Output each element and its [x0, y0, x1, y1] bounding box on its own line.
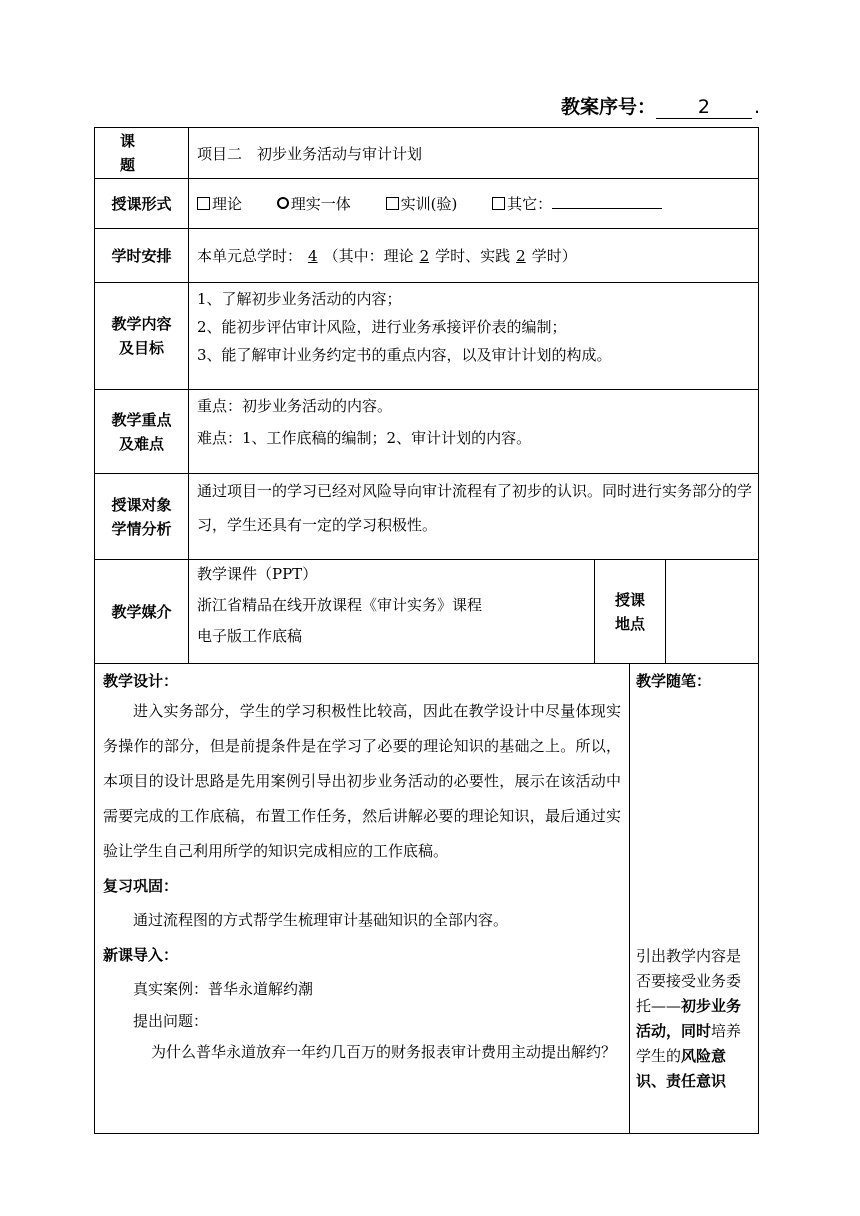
checkbox-theory[interactable]: [197, 197, 210, 210]
media-label: 教学媒介: [95, 560, 189, 664]
keypoints-label: 教学重点 及难点: [95, 390, 189, 474]
hours-post: 学时）: [531, 247, 577, 265]
content-items: [189, 283, 759, 390]
checkbox-other[interactable]: [492, 197, 505, 210]
hours-mid2: 学时、实践: [435, 247, 511, 265]
analysis-row: [95, 474, 759, 560]
checkbox-training[interactable]: [386, 197, 399, 210]
content-row: [95, 283, 759, 390]
hours-total: 4: [308, 247, 318, 265]
place-label: 授课 地点: [595, 560, 666, 664]
keypoint-item: 难点：1、工作底稿的编制；2、审计计划的内容。: [197, 429, 532, 447]
media-item: 浙江省精品在线开放课程《审计实务》课程: [197, 596, 483, 614]
media-row: [95, 560, 759, 664]
review-text: 通过流程图的方式帮学生梳理审计基础知识的全部内容。: [133, 911, 509, 929]
form-options: [189, 179, 759, 229]
notes-bold-1: 初步业务活动，: [636, 997, 742, 1040]
lesson-plan-table: [94, 127, 759, 1134]
notes-text-2: 培养学生的: [636, 1022, 742, 1065]
review-title: 复习巩固：: [103, 877, 179, 895]
hours-practice: 2: [516, 247, 526, 265]
form-row: [95, 179, 759, 229]
topic-label: 课 题: [95, 128, 189, 179]
hours-pre: 本单元总学时：: [197, 247, 303, 265]
content-item: 3、能了解审计业务约定书的重点内容，以及审计计划的构成。: [197, 346, 612, 364]
hours-row: [95, 229, 759, 283]
analysis-label: 授课对象 学情分析: [95, 474, 189, 560]
notes-bold-3: 风险意识、责任意识: [636, 1047, 727, 1090]
new-lesson-title: 新课导入：: [103, 946, 179, 964]
place-value: [666, 560, 759, 664]
lesson-number-header: [561, 92, 760, 119]
hours-label: 学时安排: [95, 229, 189, 283]
hours-value: [189, 229, 759, 283]
other-blank-line[interactable]: [552, 194, 662, 209]
hours-theory: 2: [419, 247, 430, 265]
design-title: 教学设计：: [103, 672, 179, 690]
keypoints-items: [189, 390, 759, 474]
header-trail: .: [753, 96, 760, 118]
notes-body: [636, 944, 752, 1094]
keypoint-item: 重点：初步业务活动的内容。: [197, 397, 393, 415]
topic-row: [95, 128, 759, 179]
media-item: 教学课件（PPT）: [197, 565, 318, 583]
keypoints-row: [95, 390, 759, 474]
form-label: 授课形式: [95, 179, 189, 229]
notes-title: 教学随笔：: [636, 672, 712, 690]
question-title: 提出问题：: [133, 1012, 209, 1030]
radio-selected-icon[interactable]: [277, 197, 289, 209]
notes-bold-2: 同时: [681, 1022, 712, 1040]
content-label: 教学内容 及目标: [95, 283, 189, 390]
question-text: 为什么普华永道放弃一年约几百万的财务报表审计费用主动提出解约？: [151, 1043, 617, 1061]
lesson-number-value: 2: [656, 96, 752, 119]
case-text: 真实案例：普华永道解约潮: [133, 980, 314, 998]
option-training: 实训(验): [400, 195, 458, 213]
notes-text-1: 引出教学内容是否要接受业务委托——: [636, 947, 742, 1015]
hours-mid1: （其中：理论: [323, 247, 414, 265]
option-theory: 理论: [212, 195, 243, 213]
teaching-notes: [630, 664, 759, 1134]
teaching-design: [95, 664, 630, 1134]
design-intro: 进入实务部分，学生的学习积极性比较高，因此在教学设计中尽量体现实务操作的部分，但是前提条件是在学习了必要的理论知识的基础之上。所以，本项目的设计思路是先用案例引导出初步业务活动的必要性，展示在该活动中需要完成的工作底稿，布置工作任务，然后讲解必要的理论知识，最后通过实验让学生自己利用所学的知识完成相应的工作底稿。: [103, 702, 621, 860]
media-items: [189, 560, 595, 664]
analysis-text: 通过项目一的学习已经对风险导向审计流程有了初步的认识。同时进行实务部分的学习，学生还具有一定的学习积极性。: [189, 474, 759, 560]
topic-value: 项目二 初步业务活动与审计计划: [189, 128, 759, 179]
option-other: 其它：: [507, 195, 553, 213]
content-item: 1、了解初步业务活动的内容；: [197, 290, 402, 308]
option-integrated: 理实一体: [290, 195, 351, 213]
lesson-number-label: 教案序号：: [560, 96, 656, 118]
design-row: [95, 664, 759, 1134]
content-item: 2、能初步评估审计风险，进行业务承接评价表的编制；: [197, 318, 567, 336]
media-item: 电子版工作底稿: [197, 627, 303, 645]
